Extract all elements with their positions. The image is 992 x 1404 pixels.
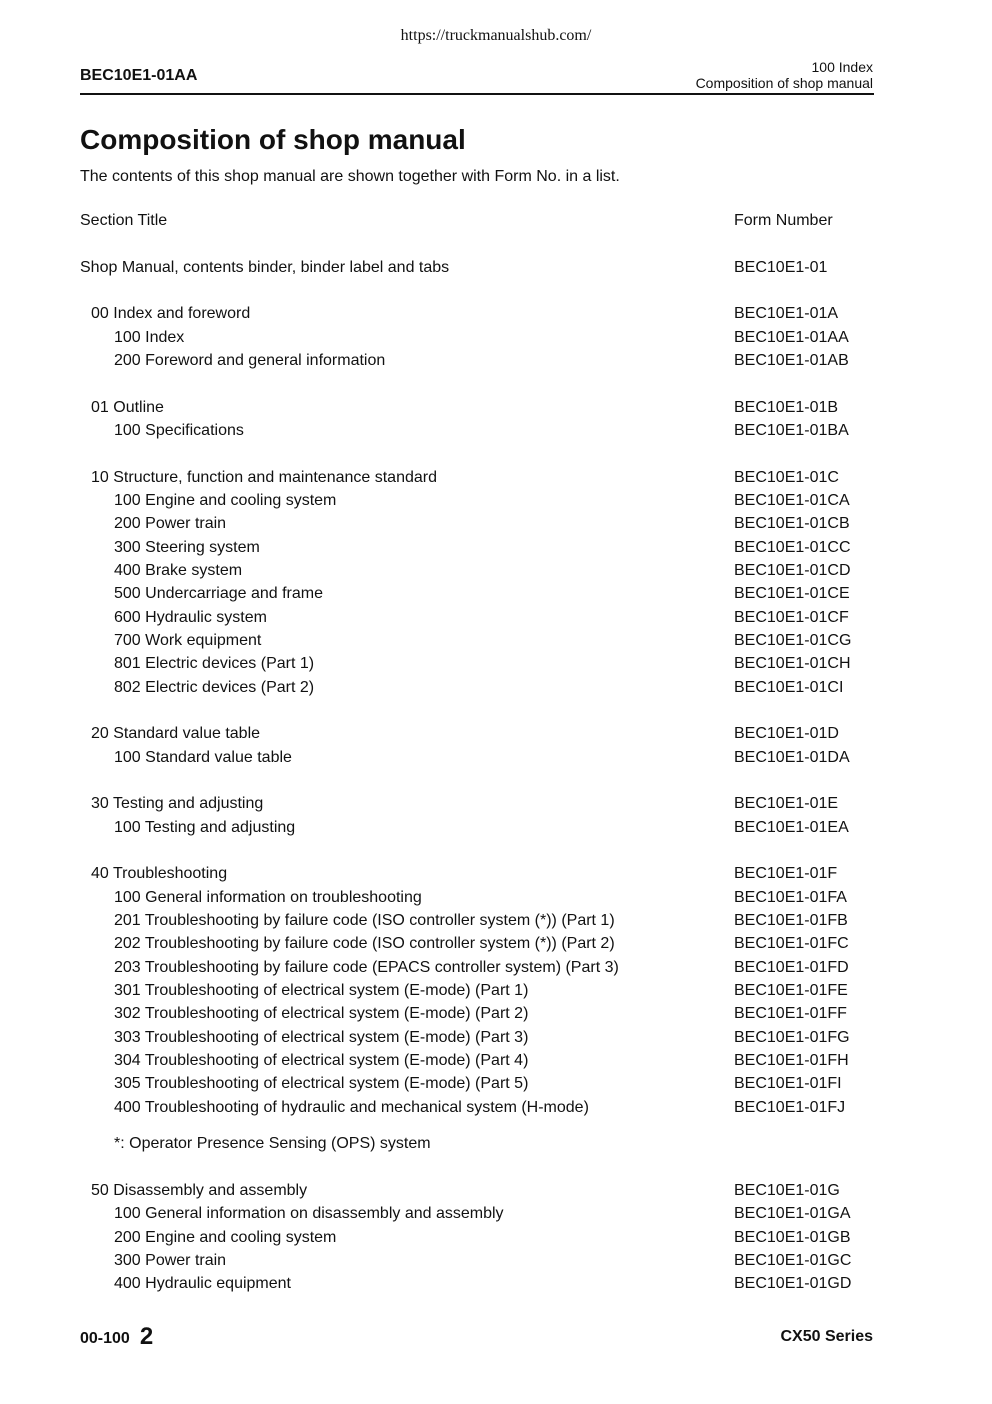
table-row bbox=[0, 1050, 992, 1072]
row-title: 01 Outline bbox=[91, 399, 164, 416]
row-title: 305 Troubleshooting of electrical system (E-mode) (Part 5) bbox=[114, 1075, 529, 1092]
row-form-number: BEC10E1-01CA bbox=[734, 492, 850, 509]
table-row bbox=[0, 607, 992, 629]
row-form-number: BEC10E1-01GA bbox=[734, 1205, 851, 1222]
row-form-number: BEC10E1-01FG bbox=[734, 1029, 850, 1046]
row-title: 200 Engine and cooling system bbox=[114, 1229, 337, 1246]
row-title: 00 Index and foreword bbox=[91, 305, 251, 322]
row-title: 10 Structure, function and maintenance standard bbox=[91, 469, 437, 486]
table-row bbox=[0, 677, 992, 699]
row-title: 600 Hydraulic system bbox=[114, 609, 267, 626]
header-subsection: Composition of shop manual bbox=[695, 75, 873, 91]
row-title: 202 Troubleshooting by failure code (ISO controller system (*)) (Part 2) bbox=[114, 935, 615, 952]
table-row bbox=[0, 723, 992, 745]
header-section: 100 Index bbox=[811, 59, 873, 75]
row-title: 700 Work equipment bbox=[114, 632, 262, 649]
page-title: Composition of shop manual bbox=[80, 124, 466, 155]
table-row bbox=[0, 793, 992, 815]
row-form-number: BEC10E1-01CG bbox=[734, 632, 852, 649]
row-title: 100 Specifications bbox=[114, 422, 244, 439]
table-row bbox=[0, 303, 992, 325]
row-form-number: BEC10E1-01D bbox=[734, 725, 839, 742]
row-title: 200 Power train bbox=[114, 515, 227, 532]
table-row bbox=[0, 1003, 992, 1025]
row-title: 30 Testing and adjusting bbox=[91, 795, 264, 812]
row-title: 302 Troubleshooting of electrical system (E-mode) (Part 2) bbox=[114, 1005, 529, 1022]
row-title: 100 Engine and cooling system bbox=[114, 492, 337, 509]
row-title: 200 Foreword and general information bbox=[114, 352, 386, 369]
row-form-number: BEC10E1-01B bbox=[734, 399, 839, 416]
column-header-row bbox=[0, 210, 992, 232]
row-title: 20 Standard value table bbox=[91, 725, 261, 742]
table-row bbox=[0, 933, 992, 955]
table-row bbox=[0, 630, 992, 652]
header-divider bbox=[80, 93, 874, 95]
table-row bbox=[0, 910, 992, 932]
page-footer-left bbox=[80, 1322, 153, 1350]
document-code: BEC10E1-01AA bbox=[80, 67, 198, 84]
row-form-number: BEC10E1-01FE bbox=[734, 982, 848, 999]
row-form-number: BEC10E1-01CE bbox=[734, 585, 850, 602]
column-header-form-number: Form Number bbox=[734, 212, 833, 229]
header-section-info bbox=[696, 59, 873, 91]
row-title: 400 Brake system bbox=[114, 562, 243, 579]
table-row bbox=[0, 1203, 992, 1225]
row-title: 802 Electric devices (Part 2) bbox=[114, 679, 315, 696]
table-row bbox=[0, 257, 992, 279]
table-row bbox=[0, 327, 992, 349]
table-row bbox=[0, 397, 992, 419]
row-form-number: BEC10E1-01CH bbox=[734, 655, 851, 672]
row-form-number: BEC10E1-01FJ bbox=[734, 1099, 846, 1116]
row-form-number: BEC10E1-01GC bbox=[734, 1252, 852, 1269]
row-form-number: BEC10E1-01A bbox=[734, 305, 839, 322]
table-row bbox=[0, 420, 992, 442]
table-row bbox=[0, 583, 992, 605]
row-form-number: BEC10E1-01AB bbox=[734, 352, 849, 369]
column-header-section-title: Section Title bbox=[80, 212, 168, 229]
row-title: 500 Undercarriage and frame bbox=[114, 585, 324, 602]
row-form-number: BEC10E1-01G bbox=[734, 1182, 840, 1199]
row-form-number: BEC10E1-01AA bbox=[734, 329, 849, 346]
table-row bbox=[0, 1273, 992, 1295]
row-form-number: BEC10E1-01FH bbox=[734, 1052, 849, 1069]
row-form-number: BEC10E1-01DA bbox=[734, 749, 850, 766]
row-form-number: BEC10E1-01CF bbox=[734, 609, 849, 626]
source-url[interactable]: https://truckmanualshub.com/ bbox=[400, 27, 592, 44]
row-form-number: BEC10E1-01FF bbox=[734, 1005, 847, 1022]
table-row bbox=[0, 1227, 992, 1249]
row-title: 203 Troubleshooting by failure code (EPACS controller system) (Part 3) bbox=[114, 959, 619, 976]
row-form-number: BEC10E1-01CC bbox=[734, 539, 851, 556]
row-title: 40 Troubleshooting bbox=[91, 865, 228, 882]
row-title: 301 Troubleshooting of electrical system (E-mode) (Part 1) bbox=[114, 982, 529, 999]
row-form-number: BEC10E1-01CD bbox=[734, 562, 851, 579]
footnote-row bbox=[0, 1133, 992, 1155]
row-form-number: BEC10E1-01 bbox=[734, 259, 828, 276]
table-row bbox=[0, 863, 992, 885]
row-form-number: BEC10E1-01BA bbox=[734, 422, 849, 439]
table-row bbox=[0, 560, 992, 582]
table-row bbox=[0, 747, 992, 769]
row-title: 201 Troubleshooting by failure code (ISO controller system (*)) (Part 1) bbox=[114, 912, 615, 929]
row-form-number: BEC10E1-01FA bbox=[734, 889, 847, 906]
row-form-number: BEC10E1-01GB bbox=[734, 1229, 851, 1246]
row-title: 100 General information on disassembly and assembly bbox=[114, 1205, 504, 1222]
row-title: 303 Troubleshooting of electrical system (E-mode) (Part 3) bbox=[114, 1029, 529, 1046]
row-title: 400 Hydraulic equipment bbox=[114, 1275, 291, 1292]
table-row bbox=[0, 957, 992, 979]
page-number: 2 bbox=[139, 1323, 154, 1350]
row-title: 400 Troubleshooting of hydraulic and mechanical system (H-mode) bbox=[114, 1099, 589, 1116]
row-title: 801 Electric devices (Part 1) bbox=[114, 655, 315, 672]
row-form-number: BEC10E1-01C bbox=[734, 469, 839, 486]
row-form-number: BEC10E1-01GD bbox=[734, 1275, 852, 1292]
table-row bbox=[0, 1027, 992, 1049]
table-row bbox=[0, 1073, 992, 1095]
intro-text: The contents of this shop manual are shown together with Form No. in a list. bbox=[80, 168, 620, 185]
table-row bbox=[0, 817, 992, 839]
row-title: 100 General information on troubleshooting bbox=[114, 889, 422, 906]
table-row bbox=[0, 467, 992, 489]
table-row bbox=[0, 537, 992, 559]
row-title: 50 Disassembly and assembly bbox=[91, 1182, 308, 1199]
row-title: 300 Steering system bbox=[114, 539, 260, 556]
row-form-number: BEC10E1-01CI bbox=[734, 679, 844, 696]
table-row bbox=[0, 1097, 992, 1119]
table-row bbox=[0, 653, 992, 675]
table-row bbox=[0, 490, 992, 512]
row-form-number: BEC10E1-01FI bbox=[734, 1075, 842, 1092]
row-form-number: BEC10E1-01CB bbox=[734, 515, 850, 532]
page-code: 00-100 bbox=[80, 1330, 130, 1347]
table-row bbox=[0, 350, 992, 372]
row-form-number: BEC10E1-01F bbox=[734, 865, 838, 882]
row-form-number: BEC10E1-01EA bbox=[734, 819, 849, 836]
row-title: 100 Testing and adjusting bbox=[114, 819, 296, 836]
row-form-number: BEC10E1-01FB bbox=[734, 912, 848, 929]
table-row bbox=[0, 513, 992, 535]
row-form-number: BEC10E1-01FD bbox=[734, 959, 849, 976]
row-form-number: BEC10E1-01E bbox=[734, 795, 839, 812]
series-name: CX50 Series bbox=[780, 1328, 873, 1345]
table-row bbox=[0, 1250, 992, 1272]
row-title: Shop Manual, contents binder, binder label and tabs bbox=[80, 259, 450, 276]
table-row bbox=[0, 1180, 992, 1202]
row-title: 100 Index bbox=[114, 329, 185, 346]
table-row bbox=[0, 980, 992, 1002]
row-title: 300 Power train bbox=[114, 1252, 227, 1269]
row-title: 304 Troubleshooting of electrical system (E-mode) (Part 4) bbox=[114, 1052, 529, 1069]
row-form-number: BEC10E1-01FC bbox=[734, 935, 849, 952]
footnote-text: *: Operator Presence Sensing (OPS) system bbox=[114, 1135, 431, 1152]
table-row bbox=[0, 887, 992, 909]
row-title: 100 Standard value table bbox=[114, 749, 292, 766]
